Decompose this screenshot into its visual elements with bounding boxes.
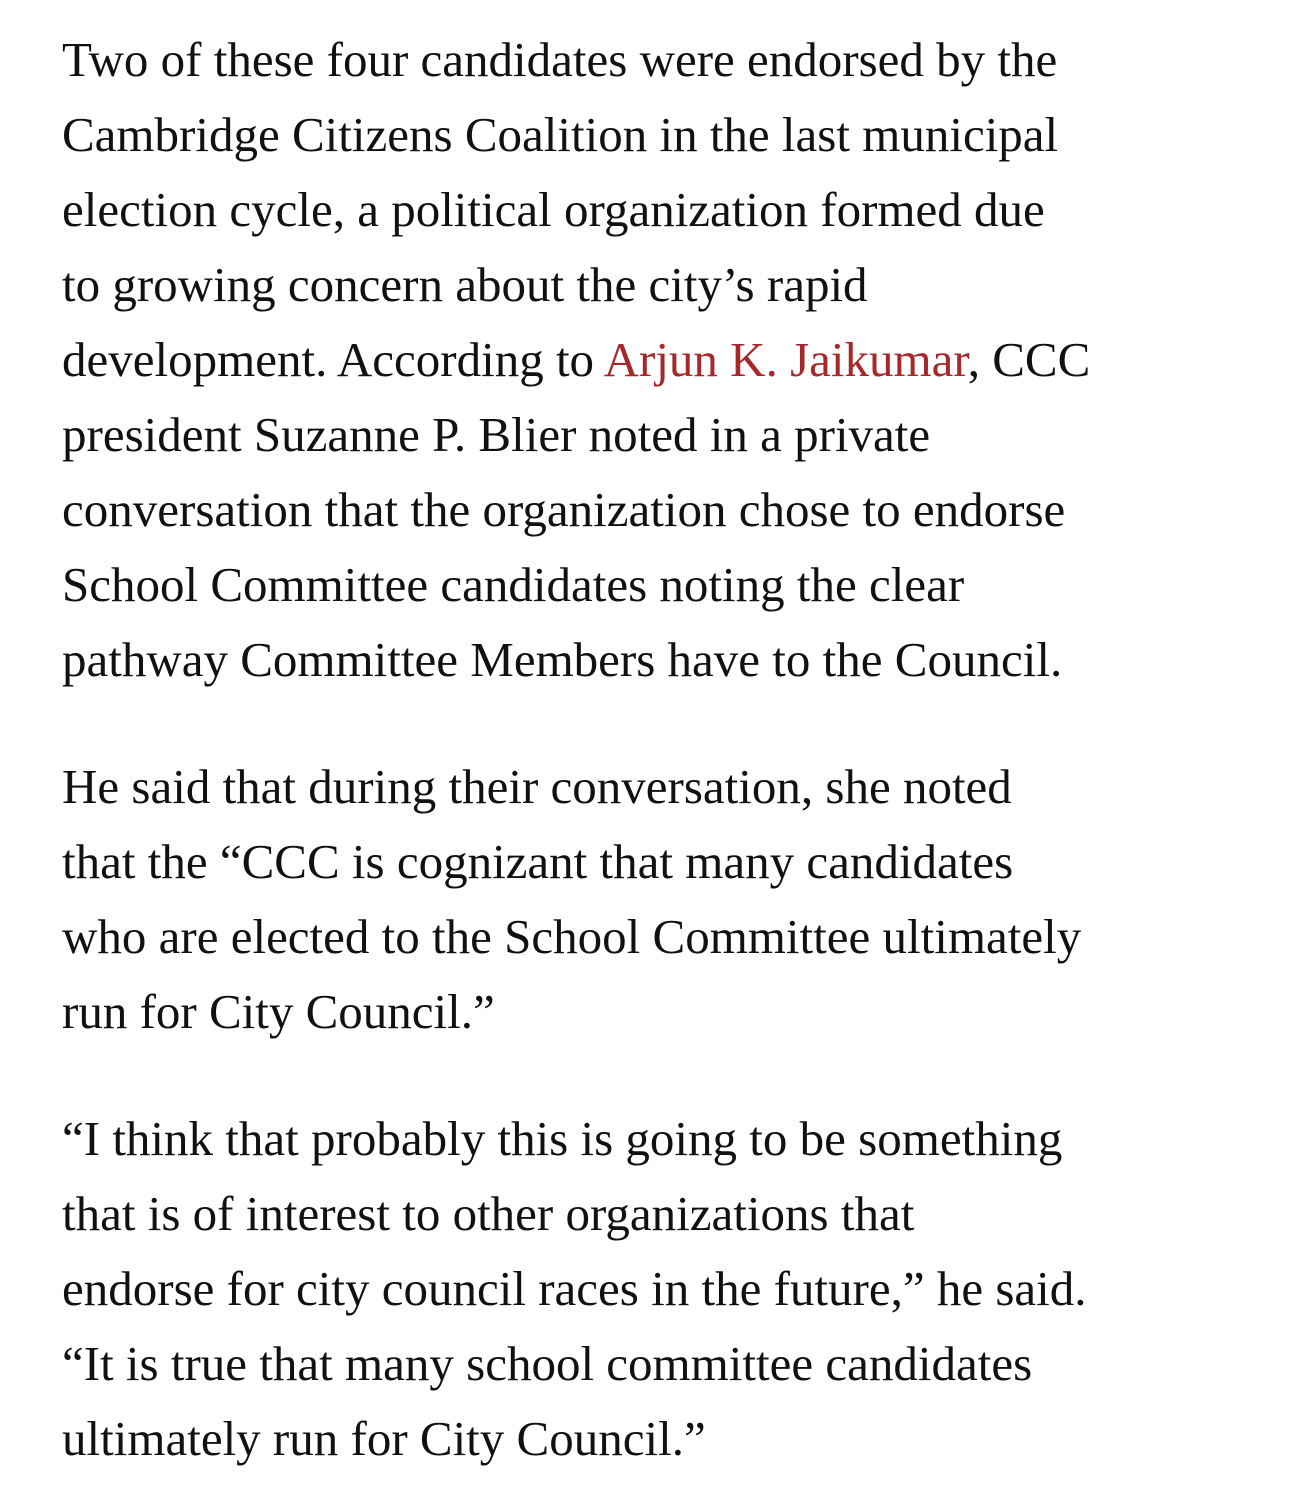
author-link[interactable]: Arjun K. Jaikumar: [603, 332, 968, 387]
text-line: pathway Committee Members have to the Council.: [62, 632, 1063, 687]
text-fragment: development. According to: [62, 332, 604, 387]
text-line: president Suzanne P. Blier noted in a private: [62, 407, 931, 462]
text-line: Two of these four candidates were endorsed by the: [62, 32, 1058, 87]
text-line: He said that during their conversation, she noted: [62, 759, 1012, 814]
paragraph-quote: [62, 1101, 1242, 1476]
text-line: Cambridge Citizens Coalition in the last municipal: [62, 107, 1059, 162]
text-line: conversation that the organization chose to endorse: [62, 482, 1066, 537]
text-fragment: , CCC: [967, 332, 1091, 387]
text-line: “I think that probably this is going to be something: [62, 1111, 1063, 1166]
text-line: School Committee candidates noting the clear: [62, 557, 965, 612]
text-line: who are elected to the School Committee ultimately: [62, 909, 1082, 964]
text-line: [62, 322, 1242, 397]
text-line: to growing concern about the city’s rapid: [62, 257, 868, 312]
text-line: ultimately run for City Council.”: [62, 1411, 706, 1466]
text-line: endorse for city council races in the future,” he said.: [62, 1261, 1087, 1316]
text-line: that is of interest to other organizations that: [62, 1186, 915, 1241]
article-body: [62, 22, 1242, 1476]
text-line: run for City Council.”: [62, 984, 495, 1039]
text-line: election cycle, a political organization formed due: [62, 182, 1045, 237]
paragraph-conversation: [62, 749, 1242, 1049]
paragraph-endorsement: [62, 22, 1242, 697]
text-line: that the “CCC is cognizant that many candidates: [62, 834, 1014, 889]
text-line: “It is true that many school committee candidates: [62, 1336, 1033, 1391]
